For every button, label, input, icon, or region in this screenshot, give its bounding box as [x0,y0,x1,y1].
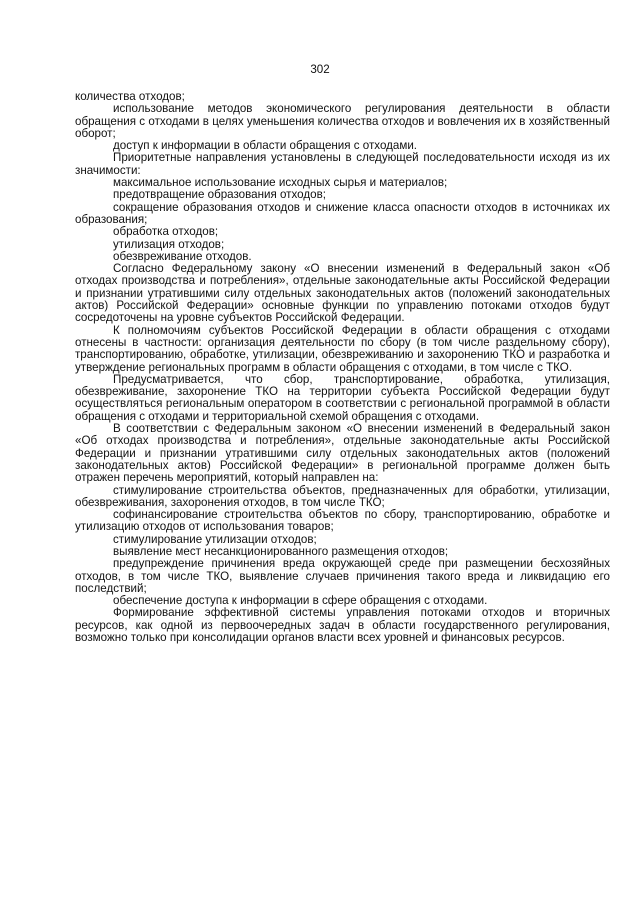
paragraph: обработка отходов; [113,225,219,239]
paragraph: Формирование эффективной системы управления потоками отходов и вторичных ресурсов, как одной из первоочередных задач в области государственного регулирования, возможно только при консолидации органов власти всех уровней и финансовых ресурсов. [75,606,610,645]
paragraph: софинансирование строительства объектов по сбору, транспортированию, обработке и утилизацию отходов от использования товаров; [75,508,610,534]
paragraph: обезвреживание отходов. [113,249,252,263]
paragraph: выявление мест несанкционированного размещения отходов; [113,544,449,558]
paragraph: стимулирование строительства объектов, предназначенных для обработки, утилизации, обезвреживания, захоронения отходов, в том числе ТКО; [75,483,610,509]
paragraph: максимальное использование исходных сырья и материалов; [113,176,448,190]
paragraph: Согласно Федеральному закону «О внесении изменений в Федеральный закон «Об отходах производства и потребления», отдельные законодательные акты Российской Федерации и признании утратившими силу отдельных законодательных актов (положений законодательных актов) Российской Федерации» основные функции по управлению потоками отходов будут сосредоточены на уровне субъектов Российской Федерации. [75,262,610,325]
paragraph: сокращение образования отходов и снижение класса опасности отходов в источниках их образования; [75,200,610,226]
paragraph: использование методов экономического регулирования деятельности в области обращения с отходами в целях уменьшения количества отходов и вовлечения их в хозяйственный оборот; [75,102,610,140]
paragraph: В соответствии с Федеральным законом «О внесении изменений в Федеральный закон «Об отходах производства и потребления», отдельные законодательные акты Российской Федерации и признании утратившими силу отдельных законодательных актов (положений законодательных актов) Российской Федерации» в региональной программе должен быть отражен перечень мероприятий, который направлен на: [75,422,610,485]
paragraph: обеспечение доступа к информации в сфере обращения с отходами. [113,594,488,608]
paragraph: стимулирование утилизации отходов; [113,532,317,546]
page-number: 302 [310,63,330,76]
paragraph: Приоритетные направления установлены в следующей последовательности исходя из их значимости: [75,151,610,177]
paragraph: предотвращение образования отходов; [113,188,326,202]
paragraph: предупреждение причинения вреда окружающей среде при размещении бесхозяйных отходов, в том числе ТКО, выявление случаев причинения такого вреда и ликвидацию его последствий; [75,557,610,595]
paragraph: Предусматривается, что сбор, транспортирование, обработка, утилизация, обезвреживание, захоронение ТКО на территории субъекта Российской Федерации будут осуществляться региональным оператором в соответствии с региональной программой в области обращения с отходами и территориальной схемой обращения с отходами. [75,372,610,423]
document-body [75,91,610,644]
paragraph: количества отходов; [75,90,185,103]
paragraph: утилизация отходов; [113,237,225,251]
paragraph: доступ к информации в области обращения с отходами. [113,139,418,153]
paragraph: К полномочиям субъектов Российской Федерации в области обращения с отходами отнесены в частности: организация деятельности по сбору (в том числе раздельному сбору), транспортированию, обработке, утилизации, обезвреживанию и захоронению ТКО и разработка и утверждение региональных программ в области обращения с отходами, в том числе с ТКО. [75,323,610,374]
